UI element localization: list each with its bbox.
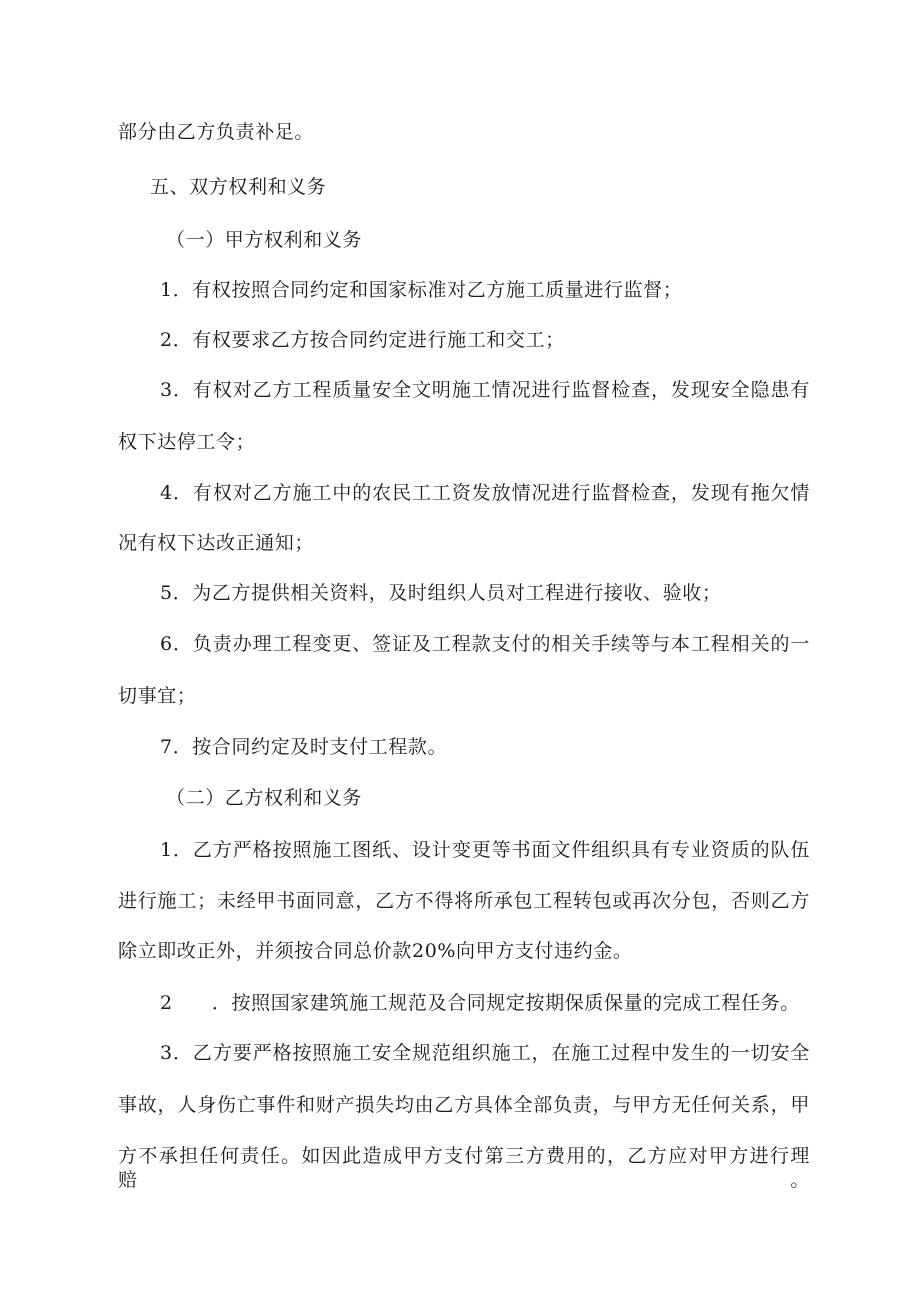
party-b-item-1-line-1: 1．乙方严格按照施工图纸、设计变更等书面文件组织具有专业资质的队伍	[160, 839, 810, 861]
party-a-item-1: 1．有权按照合同约定和国家标准对乙方施工质量进行监督；	[160, 279, 683, 301]
party-b-item-3-line-3: 方不承担任何责任。如因此造成甲方支付第三方费用的，乙方应对甲方进行理赔。	[118, 1145, 810, 1191]
party-a-item-4-line-2: 况有权下达改正通知；	[118, 532, 315, 554]
section-heading-rights-obligations: 五、双方权利和义务	[150, 176, 327, 198]
party-b-item-3-line-1: 3．乙方要严格按照施工安全规范组织施工，在施工过程中发生的一切安全	[160, 1042, 810, 1064]
subsection-heading-party-a: （一）甲方权利和义务	[166, 229, 363, 251]
party-a-item-3-line-2: 权下达停工令；	[118, 431, 256, 453]
party-a-item-3-line-1: 3．有权对乙方工程质量安全文明施工情况进行监督检查，发现安全隐患有	[160, 379, 810, 401]
party-a-item-4-line-1: 4．有权对乙方施工中的农民工工资发放情况进行监督检查，发现有拖欠情	[160, 482, 810, 504]
party-a-item-6-line-2: 切事宜；	[118, 685, 197, 707]
party-a-item-7: 7．按合同约定及时支付工程款。	[160, 736, 448, 758]
party-a-item-5: 5．为乙方提供相关资料，及时组织人员对工程进行接收、验收；	[160, 582, 722, 604]
subsection-heading-party-b: （二）乙方权利和义务	[166, 787, 363, 809]
party-a-item-6-line-1: 6．负责办理工程变更、签证及工程款支付的相关手续等与本工程相关的一	[160, 633, 810, 655]
party-b-item-1-line-2: 进行施工；未经甲书面同意，乙方不得将所承包工程转包或再次分包，否则乙方	[118, 890, 810, 912]
party-b-item-3-line-2: 事故，人身伤亡事件和财产损失均由乙方具体全部负责，与甲方无任何关系，甲	[118, 1094, 810, 1116]
party-b-item-2: 2 ．按照国家建筑施工规范及合同规定按期保质保量的完成工程任务。	[160, 992, 800, 1014]
paragraph-continuation: 部分由乙方负责补足。	[118, 121, 315, 143]
party-b-item-1-line-3: 除立即改正外，并须按合同总价款20%向甲方支付违约金。	[118, 940, 633, 962]
party-a-item-2: 2．有权要求乙方按合同约定进行施工和交工；	[160, 329, 565, 351]
